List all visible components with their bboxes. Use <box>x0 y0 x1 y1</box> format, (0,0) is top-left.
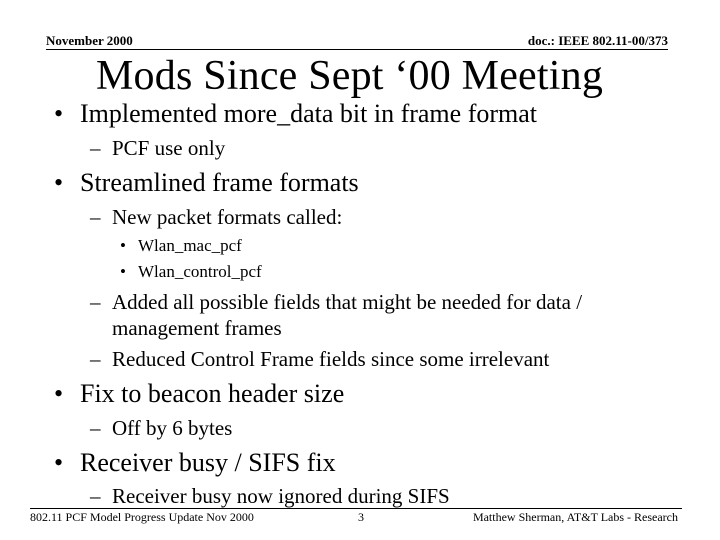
bullet-dot-icon: • <box>54 168 64 197</box>
footer-rule <box>30 508 682 509</box>
header-doc-number: doc.: IEEE 802.11-00/373 <box>527 33 668 48</box>
footer-author: Matthew Sherman, AT&T Labs - Research <box>472 510 678 524</box>
bullet-dash-icon: – <box>90 347 101 371</box>
list-item: Added all possible fields that might be needed for data / <box>112 290 583 314</box>
bullet-dot-icon: • <box>120 236 126 255</box>
bullet-dash-icon: – <box>90 290 101 314</box>
header-date: November 2000 <box>46 33 133 48</box>
bullet-dash-icon: – <box>90 205 101 229</box>
page-number: 3 <box>358 510 364 524</box>
bullet-dot-icon: • <box>120 262 126 281</box>
list-item: Receiver busy now ignored during SIFS <box>112 484 450 508</box>
list-item: Reduced Control Frame fields since some irrelevant <box>112 347 550 371</box>
bullet-dash-icon: – <box>90 416 101 440</box>
bullet-dot-icon: • <box>54 99 64 128</box>
list-item: Off by 6 bytes <box>112 416 233 440</box>
slide-title: Mods Since Sept ‘00 Meeting <box>96 53 604 99</box>
footer-title: 802.11 PCF Model Progress Update Nov 2000 <box>30 510 254 524</box>
bullet-dash-icon: – <box>90 136 101 160</box>
bullet-dot-icon: • <box>54 379 64 408</box>
list-item: PCF use only <box>112 136 226 160</box>
list-item: Receiver busy / SIFS fix <box>80 448 336 477</box>
bullet-dot-icon: • <box>54 448 64 477</box>
list-item: Wlan_mac_pcf <box>138 236 242 255</box>
bullet-dash-icon: – <box>90 484 101 508</box>
list-item: Wlan_control_pcf <box>138 262 262 281</box>
list-item: Implemented more_data bit in frame format <box>80 99 537 128</box>
list-item: Streamlined frame formats <box>80 168 359 197</box>
list-item: New packet formats called: <box>112 205 343 229</box>
list-item-continuation: management frames <box>112 316 282 340</box>
header-rule <box>46 49 668 50</box>
list-item: Fix to beacon header size <box>80 379 345 408</box>
